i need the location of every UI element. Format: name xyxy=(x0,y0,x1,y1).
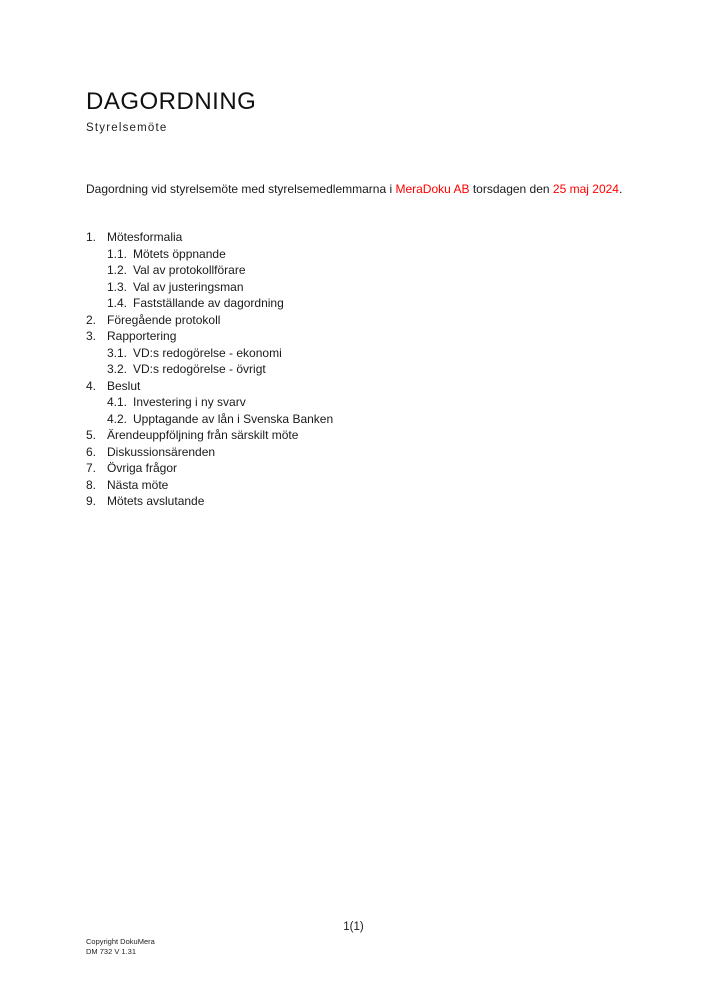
agenda-item-text: Ärendeuppföljning från särskilt möte xyxy=(107,428,299,442)
agenda-item xyxy=(86,477,333,494)
agenda-item xyxy=(86,427,333,444)
agenda-subitem xyxy=(86,361,333,378)
agenda-item-text: Nästa möte xyxy=(107,477,169,492)
company-name: MeraDoku AB xyxy=(395,182,470,196)
footer-doc-id: DM 732 V 1.31 xyxy=(86,947,137,956)
agenda-item-text: Investering i ny svarv xyxy=(133,395,246,409)
agenda-item-text: Rapportering xyxy=(107,329,177,343)
agenda-item-text: Diskussionsärenden xyxy=(107,444,216,459)
agenda-item-text: Upptagande av lån i Svenska Banken xyxy=(133,411,334,426)
intro-text-1: Dagordning vid styrelsemöte med styrelsemedlemmarna i xyxy=(86,182,396,196)
agenda-subitem xyxy=(86,345,333,362)
agenda-item-text: Övriga frågor xyxy=(107,461,178,475)
meeting-date: 25 maj 2024 xyxy=(552,182,619,196)
page-number: 1(1) xyxy=(343,921,364,933)
agenda-item-number: 3.1. xyxy=(107,345,128,360)
document-subtitle: Styrelsemöte xyxy=(86,122,168,134)
footer xyxy=(86,937,155,957)
agenda-item-number: 1. xyxy=(86,230,97,244)
agenda-subitem xyxy=(86,262,333,279)
agenda-item-number: 1.4. xyxy=(107,296,128,310)
agenda-subitem xyxy=(86,246,333,263)
agenda-item-text: Föregående protokoll xyxy=(107,312,221,327)
agenda-item-number: 1.2. xyxy=(107,263,128,277)
agenda-subitem xyxy=(86,295,333,312)
agenda-item-number: 3. xyxy=(86,329,97,343)
agenda-item-number: 3.2. xyxy=(107,362,128,376)
footer-copyright: Copyright DokuMera xyxy=(86,937,155,946)
agenda-item xyxy=(86,328,333,345)
agenda-subitem xyxy=(86,411,333,428)
agenda-item xyxy=(86,444,333,461)
agenda-subitem xyxy=(86,279,333,296)
agenda-item-number: 9. xyxy=(86,494,97,508)
agenda-subitem xyxy=(86,394,333,411)
agenda-item-number: 5. xyxy=(86,428,97,442)
agenda-item-number: 4.2. xyxy=(107,411,128,426)
agenda-item-number: 2. xyxy=(86,312,97,327)
agenda-item-text: Mötets öppnande xyxy=(133,246,226,261)
agenda-item-text: Beslut xyxy=(107,378,141,393)
agenda-item-text: Mötesformalia xyxy=(107,230,183,244)
intro-paragraph xyxy=(86,180,626,198)
agenda-item xyxy=(86,378,333,395)
agenda-list xyxy=(86,229,333,510)
agenda-item-text: Val av protokollförare xyxy=(133,263,246,277)
document-title: DAGORDNING xyxy=(86,88,257,115)
agenda-item-text: Val av justeringsman xyxy=(133,279,244,294)
agenda-item-number: 7. xyxy=(86,461,97,475)
agenda-item xyxy=(86,493,333,510)
agenda-item xyxy=(86,460,333,477)
agenda-item-number: 1.1. xyxy=(107,246,128,261)
agenda-item-text: VD:s redogörelse - övrigt xyxy=(133,362,266,376)
agenda-item-number: 4. xyxy=(86,378,97,393)
agenda-item-text: VD:s redogörelse - ekonomi xyxy=(133,345,282,360)
agenda-item-text: Fastställande av dagordning xyxy=(133,296,284,310)
agenda-item-number: 1.3. xyxy=(107,279,128,294)
agenda-item-number: 6. xyxy=(86,444,97,459)
agenda-item-number: 8. xyxy=(86,477,97,492)
intro-text-2: torsdagen den xyxy=(469,182,553,196)
agenda-item xyxy=(86,312,333,329)
intro-text-3: . xyxy=(618,182,623,196)
agenda-item-text: Mötets avslutande xyxy=(107,494,205,508)
agenda-item xyxy=(86,229,333,246)
agenda-item-number: 4.1. xyxy=(107,395,128,409)
